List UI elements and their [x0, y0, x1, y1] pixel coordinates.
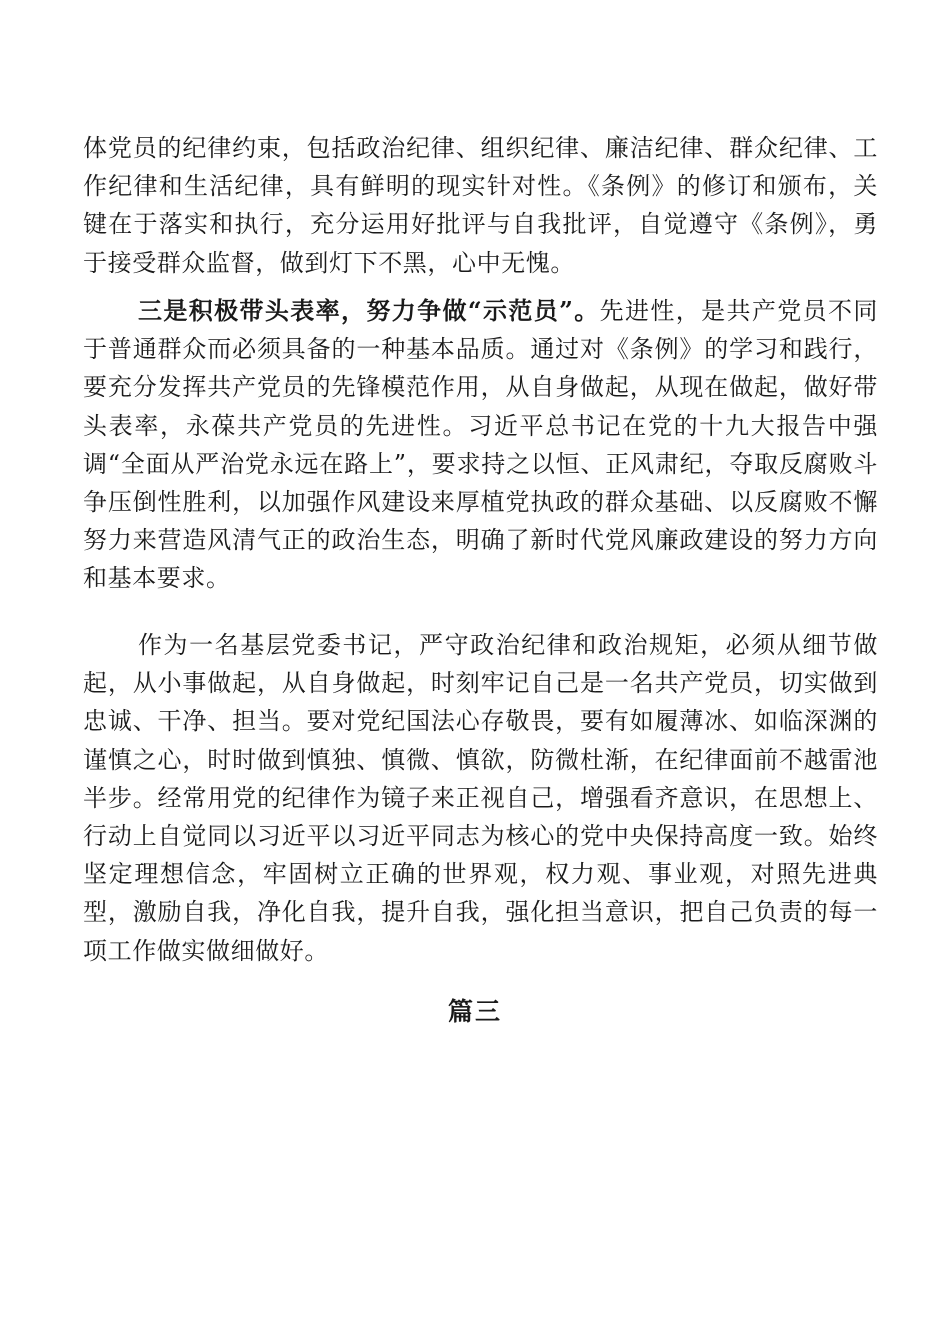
paragraph-1: 体党员的纪律约束，包括政治纪律、组织纪律、廉洁纪律、群众纪律、工作纪律和生活纪律，具有鲜明的现实针对性。《条例》的修订和颁布，关键在于落实和执行，充分运用好批评与自我批评，自觉遵守《条例》，勇于接受群众监督，做到灯下不黑，心中无愧。: [83, 134, 878, 277]
paragraph-2-lead: 三是积极带头表率，努力争做“示范员”。: [138, 296, 600, 325]
paragraph-2: [83, 292, 878, 598]
section-heading: 篇三: [447, 997, 502, 1026]
paragraph-3: 作为一名基层党委书记，严守政治纪律和政治规矩，必须从细节做起，从小事做起，从自身做起，时刻牢记自己是一名共产党员，切实做到忠诚、干净、担当。要对党纪国法心存敬畏，要有如履薄冰、如临深渊的谨慎之心，时时做到慎独、慎微、慎欲，防微杜渐，在纪律面前不越雷池半步。经常用党的纪律作为镜子来正视自己，增强看齐意识，在思想上、行动上自觉同以习近平以习近平同志为核心的党中央保持高度一致。始终坚定理想信念，牢固树立正确的世界观，权力观、事业观，对照先进典型，激励自我，净化自我，提升自我，强化担当意识，把自己负责的每一项工作做实做细做好。: [83, 631, 878, 965]
paragraph-2-body: 先进性，是共产党员不同于普通群众而必须具备的一种基本品质。通过对《条例》的学习和践行，要充分发挥共产党员的先锋模范作用，从自身做起，从现在做起，做好带头表率，永葆共产党员的先进性。习近平总书记在党的十九大报告中强调“全面从严治党永远在路上”，要求持之以恒、正风肃纪，夺取反腐败斗争压倒性胜利，以加强作风建设来厚植党执政的群众基础、以反腐败不懈努力来营造风清气正的政治生态，明确了新时代党风廉政建设的努力方向和基本要求。: [83, 297, 878, 593]
